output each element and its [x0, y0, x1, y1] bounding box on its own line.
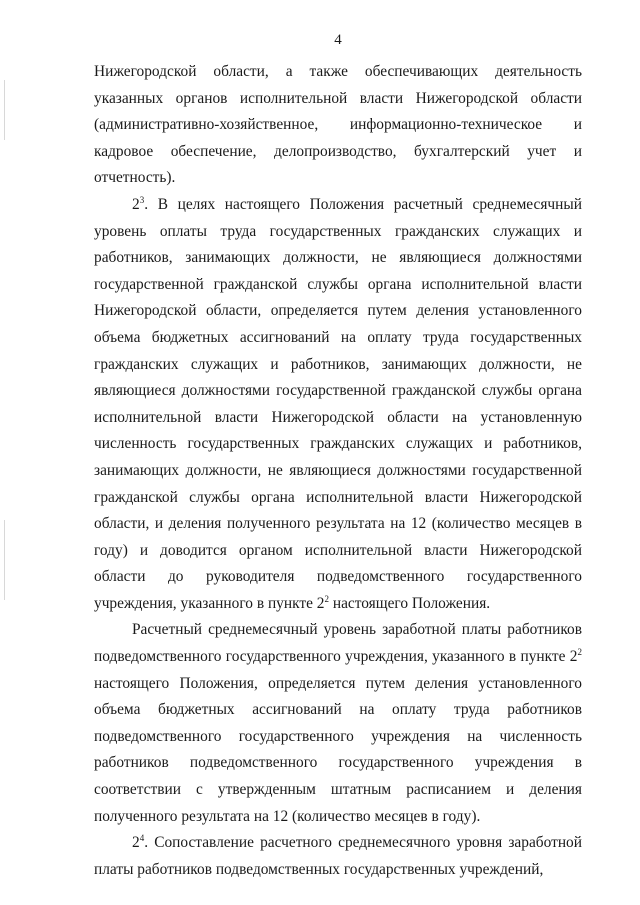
scan-edge-mark	[4, 80, 5, 140]
paragraph-text: 2	[132, 195, 140, 213]
paragraph-text: Расчетный среднемесячный уровень заработной платы работников подведомственного государственного учреждения, указанного в пункте 2	[94, 621, 582, 666]
paragraph-text: . В целях настоящего Положения расчетный среднемесячный уровень оплаты труда государственных гражданских служащих и работников, занимающих должности, не являющиеся должностями государственной гражданской службы органа исполнительной власти Нижегородской области, определяется путем деления установленного объема бюджетных ассигнований на оплату труда государственных гражданских служащих и работников, занимающих должности, не являющиеся должностями государственной гражданской службы органа исполнительной власти Нижегородской области на установленную численность государственных гражданских служащих и работников, занимающих должности, не являющиеся должностями государственной гражданской службы органа исполнительной власти Нижегородской области, и деления полученного результата на 12 (количество месяцев в году) и доводится органом исполнительной власти Нижегородской области до руководителя подведомственного государственного учреждения, указанного в пункте 2	[94, 195, 582, 612]
document-body	[94, 59, 582, 883]
scan-edge-mark	[4, 520, 5, 600]
page-number: 4	[334, 32, 342, 48]
paragraph-text: настоящего Положения.	[328, 594, 491, 612]
superscript-index: 3	[139, 194, 145, 205]
paragraph	[94, 617, 582, 830]
paragraph	[94, 192, 582, 618]
paragraph-text: 2	[132, 834, 140, 852]
paragraph	[94, 59, 582, 192]
paragraph-text: настоящего Положения, определяется путем деления установленного объема бюджетных ассигнований на оплату труда работников подведомственного государственного учреждения на численность работников подведомственного государственного учреждения в соответствии с утвержденным штатным расписанием и деления полученного результата на 12 (количество месяцев в году).	[94, 674, 582, 825]
superscript-index: 2	[577, 647, 582, 658]
paragraph	[94, 830, 582, 883]
paragraph-text: Нижегородской области, а также обеспечивающих деятельность указанных органов исполнительной власти Нижегородской области (административно-хозяйственное, информационно-техническое и кадровое обеспечение, делопроизводство, бухгалтерский учет и отчетность).	[94, 63, 582, 187]
superscript-index: 4	[139, 833, 145, 844]
paragraph-text: . Сопоставление расчетного среднемесячного уровня заработной платы работников подведомственных государственных учреждений,	[94, 834, 582, 878]
superscript-index: 2	[324, 593, 329, 604]
